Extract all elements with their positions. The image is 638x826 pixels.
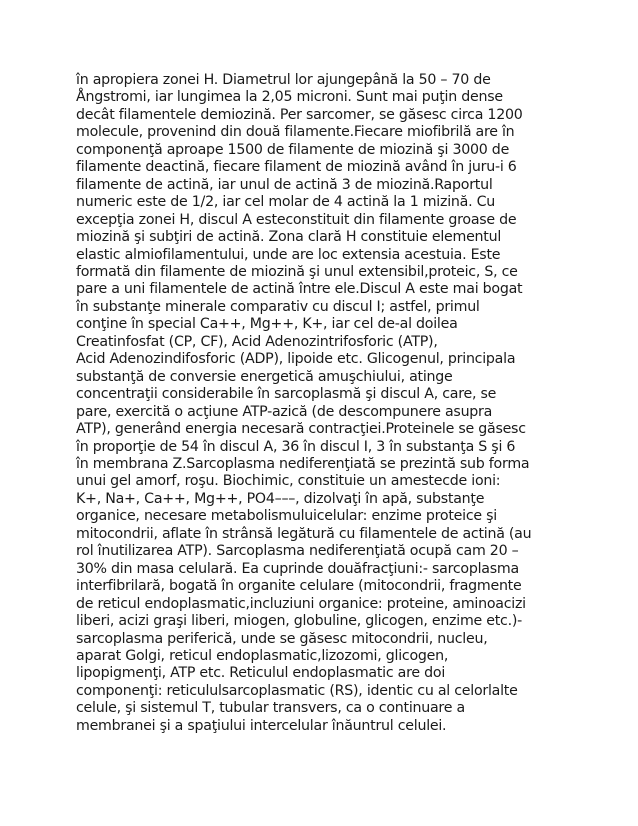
text-line: pare a uni filamentele de actină între ele.Discul A este mai bogat xyxy=(76,281,523,298)
text-line: în proporţie de 54 în discul A, 36 în discul I, 3 în substanţa S şi 6 xyxy=(76,438,516,455)
text-line: conţine în special Ca++, Mg++, K+, iar cel de-al doilea xyxy=(76,316,458,333)
text-line: în substanţe minerale comparativ cu discul I; astfel, primul xyxy=(76,298,480,315)
text-line: ATP), generând energia necesară contracţiei.Proteinele se găsesc xyxy=(76,421,526,438)
text-line: mitocondrii, aflate în strânsă legătură cu filamentele de actină (au xyxy=(76,525,532,542)
text-line: filamente deactină, fiecare filament de miozină având în juru-i 6 xyxy=(76,159,517,176)
text-line: organice, necesare metabolismuluicelular: enzime proteice şi xyxy=(76,508,497,525)
text-line: elastic almiofilamentului, unde are loc extensia acestuia. Este xyxy=(76,246,501,263)
body-text xyxy=(76,72,566,735)
text-line: Creatinfosfat (CP, CF), Acid Adenozintrifosforic (ATP), xyxy=(76,333,438,350)
text-line: miozină şi subţiri de actină. Zona clară H constituie elementul xyxy=(76,229,502,246)
text-line: sarcoplasma periferică, unde se găsesc mitocondrii, nucleu, xyxy=(76,630,488,647)
text-line: celule, şi sistemul T, tubular transvers, ca o continuare a xyxy=(76,700,465,717)
text-line: rol înutilizarea ATP). Sarcoplasma nediferenţiată ocupă cam 20 – xyxy=(76,543,519,560)
text-line: molecule, provenind din două filamente.Fiecare miofibrilă are în xyxy=(76,124,515,141)
text-line: de reticul endoplasmatic,incluziuni organice: proteine, aminoacizi xyxy=(76,595,526,612)
text-line: în membrana Z.Sarcoplasma nediferenţiată se prezintă sub forma xyxy=(76,455,530,472)
text-line: decât filamentele demiozină. Per sarcomer, se găsesc circa 1200 xyxy=(76,106,523,123)
text-line: în apropiera zonei H. Diametrul lor ajungepână la 50 – 70 de xyxy=(76,72,491,88)
text-line: 30% din masa celulară. Ea cuprinde douăfracţiuni:- sarcoplasma xyxy=(76,560,519,577)
text-line: concentraţii considerabile în sarcoplasmă şi discul A, care, se xyxy=(76,386,497,403)
text-line: liberi, acizi graşi liberi, miogen, globuline, glicogen, enzime etc.)- xyxy=(76,613,523,630)
text-line: K+, Na+, Ca++, Mg++, PO4–––, dizolvaţi în apă, substanţe xyxy=(76,490,485,507)
text-line: pare, exercită o acţiune ATP-azică (de descompunere asupra xyxy=(76,403,493,420)
text-line: unui gel amorf, roşu. Biochimic, constituie un amestecde ioni: xyxy=(76,473,501,490)
text-line: Acid Adenozindifosforic (ADP), lipoide etc. Glicogenul, principala xyxy=(76,351,516,368)
text-line: lipopigmenţi, ATP etc. Reticulul endoplasmatic are doi xyxy=(76,665,446,682)
text-line: Ångstromi, iar lungimea la 2,05 microni. Sunt mai puţin dense xyxy=(76,89,503,106)
text-line: filamente de actină, iar unul de actină 3 de miozină.Raportul xyxy=(76,176,493,193)
text-line: numeric este de 1/2, iar cel molar de 4 actină la 1 mizină. Cu xyxy=(76,194,495,211)
text-line: componenţi: reticululsarcoplasmatic (RS), identic cu al celorlalte xyxy=(76,682,518,699)
text-line: aparat Golgi, reticul endoplasmatic,lizozomi, glicogen, xyxy=(76,647,449,664)
text-line: membranei şi a spaţiului intercelular înăuntrul celulei. xyxy=(76,717,447,734)
text-line: interfibrilară, bogată în organite celulare (mitocondrii, fragmente xyxy=(76,578,522,595)
text-line: formată din filamente de miozină şi unul extensibil,proteic, S, ce xyxy=(76,263,518,280)
text-line: excepţia zonei H, discul A esteconstituit din filamente groase de xyxy=(76,211,517,228)
text-line: componenţă aproape 1500 de filamente de miozină şi 3000 de xyxy=(76,141,510,158)
text-line: substanţă de conversie energetică amuşchiului, atinge xyxy=(76,368,453,385)
